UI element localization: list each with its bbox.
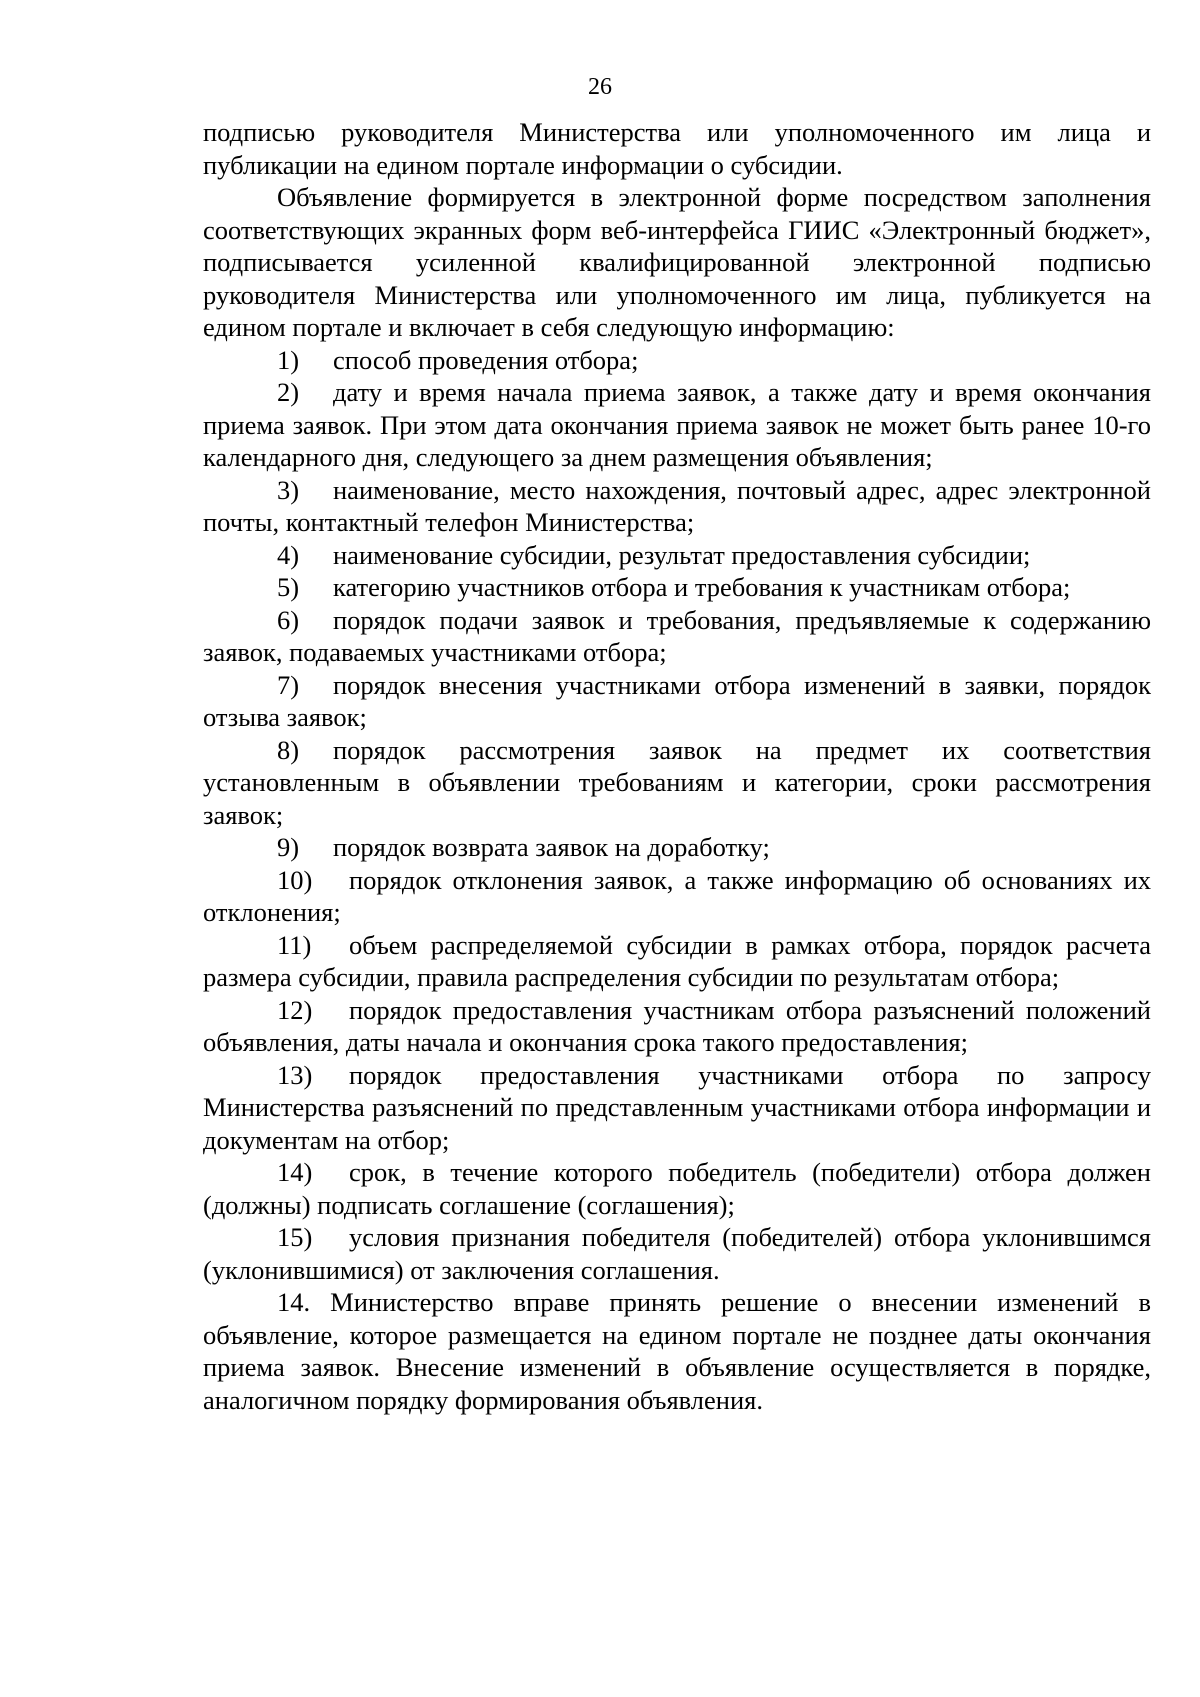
list-item-number: 12) (277, 994, 313, 1025)
list-item (203, 1221, 1151, 1286)
list-item-text: наименование, место нахождения, почтовый адрес, адрес электронной почты, контактный телефон Министерства; (203, 474, 1151, 537)
list-item-number: 13) (277, 1059, 313, 1090)
list-item-text: категорию участников отбора и требования к участникам отбора; (333, 572, 1071, 602)
list-item-text: порядок возврата заявок на доработку; (333, 832, 770, 862)
list-item-text: порядок отклонения заявок, а также информацию об основаниях их отклонения; (203, 864, 1151, 927)
list-item (203, 669, 1151, 734)
list-item (203, 929, 1151, 994)
list-item (203, 734, 1151, 832)
list-item-text: дату и время начала приема заявок, а также дату и время окончания приема заявок. При этом дата окончания приема заявок не может быть ранее 10-го календарного дня, следующего за днем размещения объявления; (203, 377, 1151, 472)
list-item-number: 8) (277, 734, 300, 765)
list-item-number: 4) (277, 539, 300, 570)
list-item-number: 15) (277, 1222, 313, 1252)
list-item-text: порядок предоставления участникам отбора разъяснений положений объявления, даты начала и окончания срока такого предоставления; (203, 994, 1151, 1057)
list-item-text: наименование субсидии, результат предоставления субсидии; (333, 539, 1031, 570)
list-item-number: 1) (277, 344, 300, 375)
list-item-number: 9) (277, 832, 300, 862)
list-item-text: порядок внесения участниками отбора изменений в заявки, порядок отзыва заявок; (203, 669, 1151, 732)
list-item-text: условия признания победителя (победителей) отбора уклонившимся (уклонившимися) от заключения соглашения. (203, 1222, 1151, 1285)
list-item (203, 376, 1151, 474)
document-body (203, 116, 1151, 1416)
list-item-number: 11) (277, 929, 312, 960)
list-item (203, 344, 1151, 377)
list-item-number: 6) (277, 604, 300, 635)
list-item (203, 864, 1151, 929)
list-item-text: способ проведения отбора; (333, 344, 639, 375)
list-item-text: срок, в течение которого победитель (победители) отбора должен (должны) подписать соглашение (соглашения); (203, 1157, 1151, 1220)
list-item (203, 539, 1151, 572)
list-item-text: порядок подачи заявок и требования, предъявляемые к содержанию заявок, подаваемых участниками отбора; (203, 604, 1151, 667)
paragraph-clause-14: 14. Министерство вправе принять решение о внесении изменений в объявление, которое размещается на едином портале не позднее даты окончания приема заявок. Внесение изменений в объявление осуществляется в порядке, аналогичном порядку формирования объявления. (203, 1287, 1151, 1415)
list-item (203, 1059, 1151, 1157)
list-item (203, 571, 1151, 604)
list-item (203, 994, 1151, 1059)
list-item-number: 10) (277, 864, 313, 895)
list-item (203, 1156, 1151, 1221)
list-item-number: 3) (277, 474, 300, 505)
list-item (203, 831, 1151, 864)
list-item-number: 5) (277, 572, 300, 602)
list-item (203, 474, 1151, 539)
list-item (203, 604, 1151, 669)
list-item-number: 7) (277, 669, 300, 700)
list-item-number: 14) (277, 1157, 313, 1187)
list-item-text: объем распределяемой субсидии в рамках отбора, порядок расчета размера субсидии, правила распределения субсидии по результатам отбора; (203, 929, 1151, 992)
list-item-text: порядок рассмотрения заявок на предмет их соответствия установленным в объявлении требованиям и категории, сроки рассмотрения заявок; (203, 734, 1151, 830)
page-number: 26 (588, 74, 612, 100)
paragraph-continuation: подписью руководителя Министерства или уполномоченного им лица и публикации на едином портале информации о субсидии. (203, 117, 1151, 180)
list-item-text: порядок предоставления участниками отбора по запросу Министерства разъяснений по представленным участниками отбора информации и документам на отбор; (203, 1059, 1151, 1155)
list-item-number: 2) (277, 377, 300, 407)
paragraph-announcement: Объявление формируется в электронной форме посредством заполнения соответствующих экранных форм веб-интерфейса ГИИС «Электронный бюджет», подписывается усиленной квалифицированной электронной подписью руководителя Министерства или уполномоченного им лица, публикуется на едином портале и включает в себя следующую информацию: (203, 182, 1151, 342)
